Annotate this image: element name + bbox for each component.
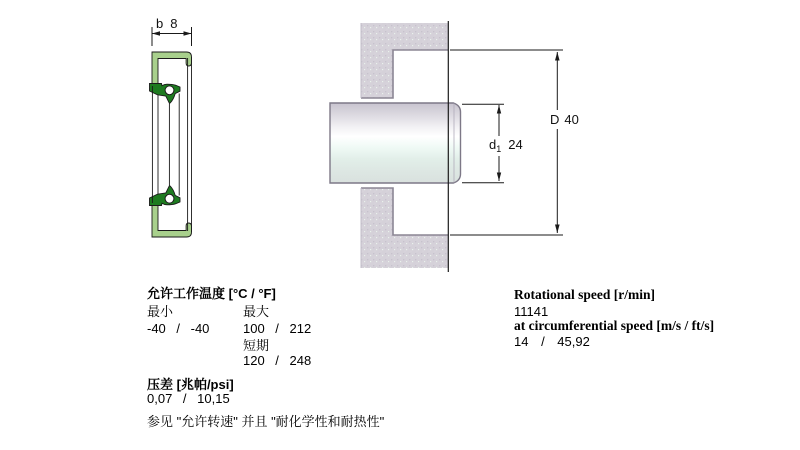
temperature-min-label: 最小 [147, 304, 174, 319]
temperature-max-value: 100 / 212 [243, 321, 312, 336]
seal-width-dimension-label [156, 16, 177, 31]
see-also-note: 参见 "允许转速" 并且 "耐化学性和耐热性" [147, 414, 385, 429]
arrow-down [555, 225, 560, 234]
garter-spring [165, 86, 174, 95]
temperature-short-term-label: 短期 [243, 338, 270, 353]
circumferential-speed-value: 14 / 45,92 [514, 334, 590, 349]
rotational-speed-header: Rotational speed [r/min] [514, 287, 655, 302]
arrow-right [184, 31, 192, 36]
dim-D-value: 40 [564, 112, 579, 127]
arrow-up [555, 52, 560, 61]
dim-b-value: 8 [170, 16, 178, 31]
rotational-speed-value: 11141 [514, 304, 549, 319]
housing-upper [361, 23, 448, 98]
temperature-min-value: -40 / -40 [147, 321, 210, 336]
dim-b-letter: b [156, 16, 164, 31]
circumferential-speed-header: at circumferential speed [m/s / ft/s] [514, 318, 715, 333]
seal-top-half [150, 52, 192, 103]
pressure-value: 0,07 / 10,15 [147, 391, 230, 406]
shaft-dimension-label [486, 137, 526, 152]
seal-lip [150, 84, 181, 104]
temperature-max-label: 最大 [243, 304, 270, 319]
seal-case [152, 52, 192, 86]
dim-d-subscript: 1 [496, 144, 502, 154]
seal-cross-section-drawing [150, 27, 192, 237]
arrow-left [152, 31, 160, 36]
dim-d-letter: d [489, 137, 497, 152]
bore-dimension-label [547, 112, 582, 127]
housing-lower [361, 188, 448, 268]
temperature-short-term-value: 120 / 248 [243, 353, 312, 368]
seal-bottom-half [150, 186, 192, 237]
arrow-down [497, 173, 501, 182]
dim-D-letter: D [550, 112, 560, 127]
temperature-header: 允许工作温度 [°C / °F] [147, 286, 276, 301]
installation-drawing [330, 21, 563, 272]
arrow-up [497, 105, 501, 114]
pressure-header: 压差 [兆帕/psi] [147, 377, 234, 392]
dim-d-value: 24 [508, 137, 523, 152]
shaft [330, 103, 461, 183]
